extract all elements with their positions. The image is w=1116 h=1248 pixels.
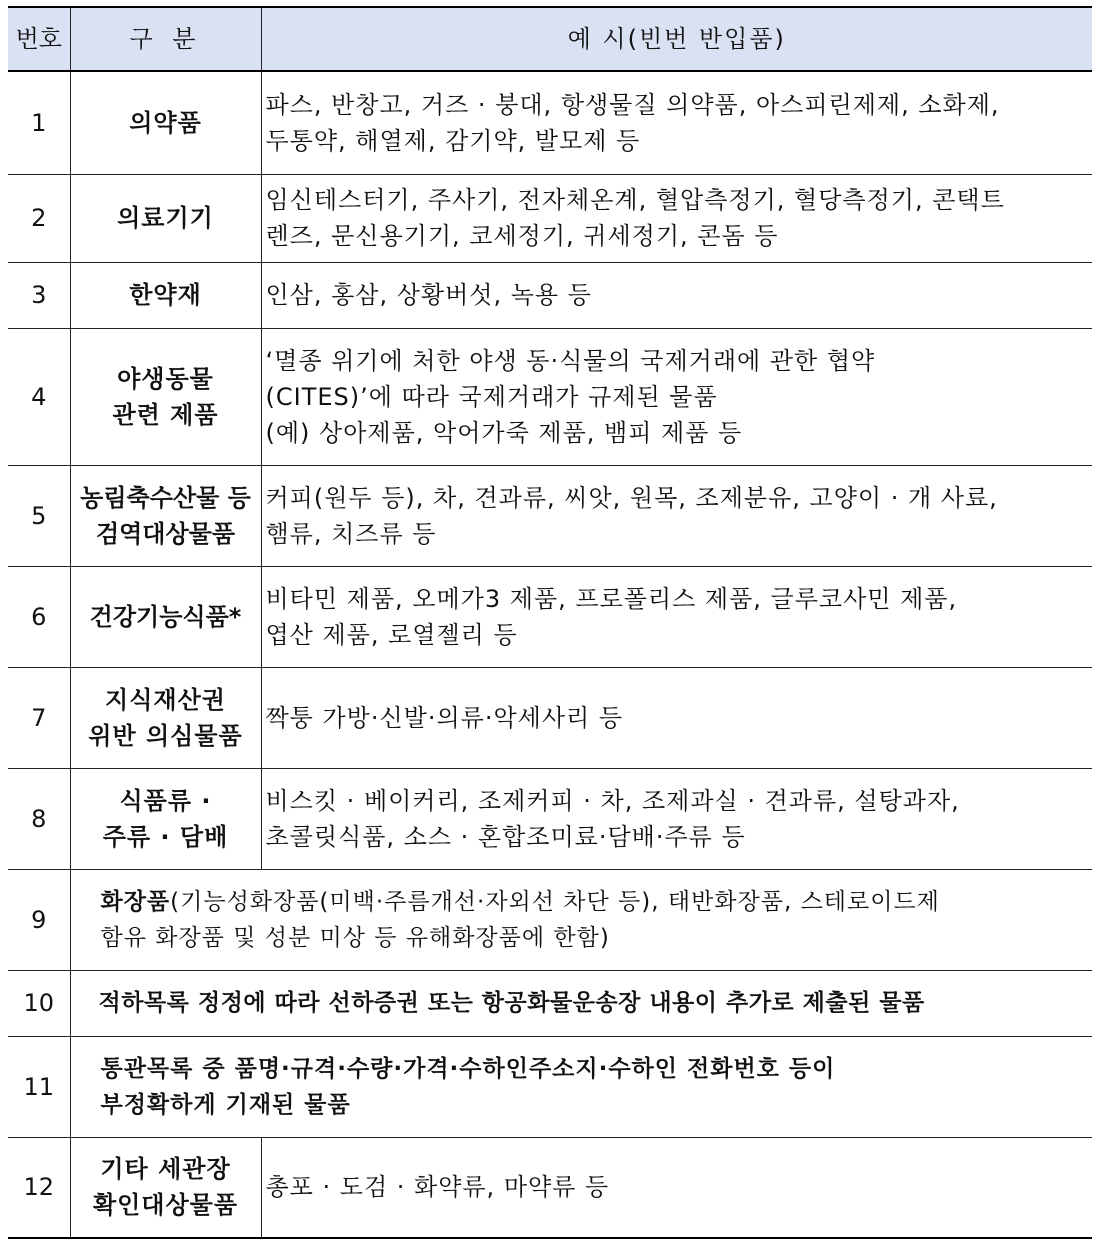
row-num: 9 xyxy=(8,869,70,970)
row-category: 의료기기 xyxy=(70,174,261,262)
table-row xyxy=(8,768,1092,869)
table-row xyxy=(8,71,1092,174)
row-merged-content: 화장품(기능성화장품(미백·주름개선·자외선 차단 등), 태반화장품, 스테로이드제 함유 화장품 및 성분 미상 등 유해화장품에 한함) xyxy=(70,869,1092,970)
row-category: 야생동물 관련 제품 xyxy=(70,328,261,465)
row-merged-content: 적하목록 정정에 따라 선하증권 또는 항공화물운송장 내용이 추가로 제출된 물품 xyxy=(70,970,1092,1036)
table-row xyxy=(8,566,1092,667)
table-row xyxy=(8,869,1092,970)
row-category: 농림축수산물 등 검역대상물품 xyxy=(70,465,261,566)
row-bold-lead: 화장품 xyxy=(100,888,171,915)
row-num: 3 xyxy=(8,262,70,328)
row-num: 12 xyxy=(8,1137,70,1238)
row-category: 지식재산권 위반 의심물품 xyxy=(70,667,261,768)
header-category: 구 분 xyxy=(70,7,261,71)
row-merged-content: 통관목록 중 품명·규격·수량·가격·수하인주소지·수하인 전화번호 등이 부정확하게 기재된 물품 xyxy=(70,1036,1092,1137)
row-examples: 커피(원두 등), 차, 견과류, 씨앗, 원목, 조제분유, 고양이 · 개 사료, 햄류, 치즈류 등 xyxy=(261,465,1092,566)
row-num: 10 xyxy=(8,970,70,1036)
table-row xyxy=(8,328,1092,465)
table-row xyxy=(8,262,1092,328)
row-num: 11 xyxy=(8,1036,70,1137)
table-row xyxy=(8,174,1092,262)
row-category: 기타 세관장 확인대상물품 xyxy=(70,1137,261,1238)
header-num: 번호 xyxy=(8,7,70,71)
row-num: 7 xyxy=(8,667,70,768)
row-examples: 비타민 제품, 오메가3 제품, 프로폴리스 제품, 글루코사민 제품, 엽산 제품, 로열젤리 등 xyxy=(261,566,1092,667)
row-examples: 파스, 반창고, 거즈 · 붕대, 항생물질 의약품, 아스피린제제, 소화제, 두통약, 해열제, 감기약, 발모제 등 xyxy=(261,71,1092,174)
row-category: 한약재 xyxy=(70,262,261,328)
row-examples: 비스킷 · 베이커리, 조제커피 · 차, 조제과실 · 견과류, 설탕과자, 초콜릿식품, 소스 · 혼합조미료·담배·주류 등 xyxy=(261,768,1092,869)
row-examples: 짝퉁 가방·신발·의류·악세사리 등 xyxy=(261,667,1092,768)
table-row xyxy=(8,667,1092,768)
row-examples: 임신테스터기, 주사기, 전자체온계, 혈압측정기, 혈당측정기, 콘택트 렌즈, 문신용기기, 코세정기, 귀세정기, 콘돔 등 xyxy=(261,174,1092,262)
row-num: 5 xyxy=(8,465,70,566)
header-examples: 예 시(빈번 반입품) xyxy=(261,7,1092,71)
row-examples: 인삼, 홍삼, 상황버섯, 녹용 등 xyxy=(261,262,1092,328)
row-examples: ‘멸종 위기에 처한 야생 동·식물의 국제거래에 관한 협약 (CITES)’에 따라 국제거래가 규제된 물품 (예) 상아제품, 악어가죽 제품, 뱀피 제품 등 xyxy=(261,328,1092,465)
row-num: 1 xyxy=(8,71,70,174)
table-row xyxy=(8,1036,1092,1137)
row-category: 식품류 · 주류 · 담배 xyxy=(70,768,261,869)
row-num: 6 xyxy=(8,566,70,667)
row-category: 건강기능식품* xyxy=(70,566,261,667)
row-category: 의약품 xyxy=(70,71,261,174)
table-row xyxy=(8,465,1092,566)
row-examples: 총포 · 도검 · 화약류, 마약류 등 xyxy=(261,1137,1092,1238)
row-num: 4 xyxy=(8,328,70,465)
customs-items-table xyxy=(8,6,1092,1239)
row-num: 2 xyxy=(8,174,70,262)
table-row xyxy=(8,970,1092,1036)
header-row xyxy=(8,7,1092,71)
table-row xyxy=(8,1137,1092,1238)
row-num: 8 xyxy=(8,768,70,869)
